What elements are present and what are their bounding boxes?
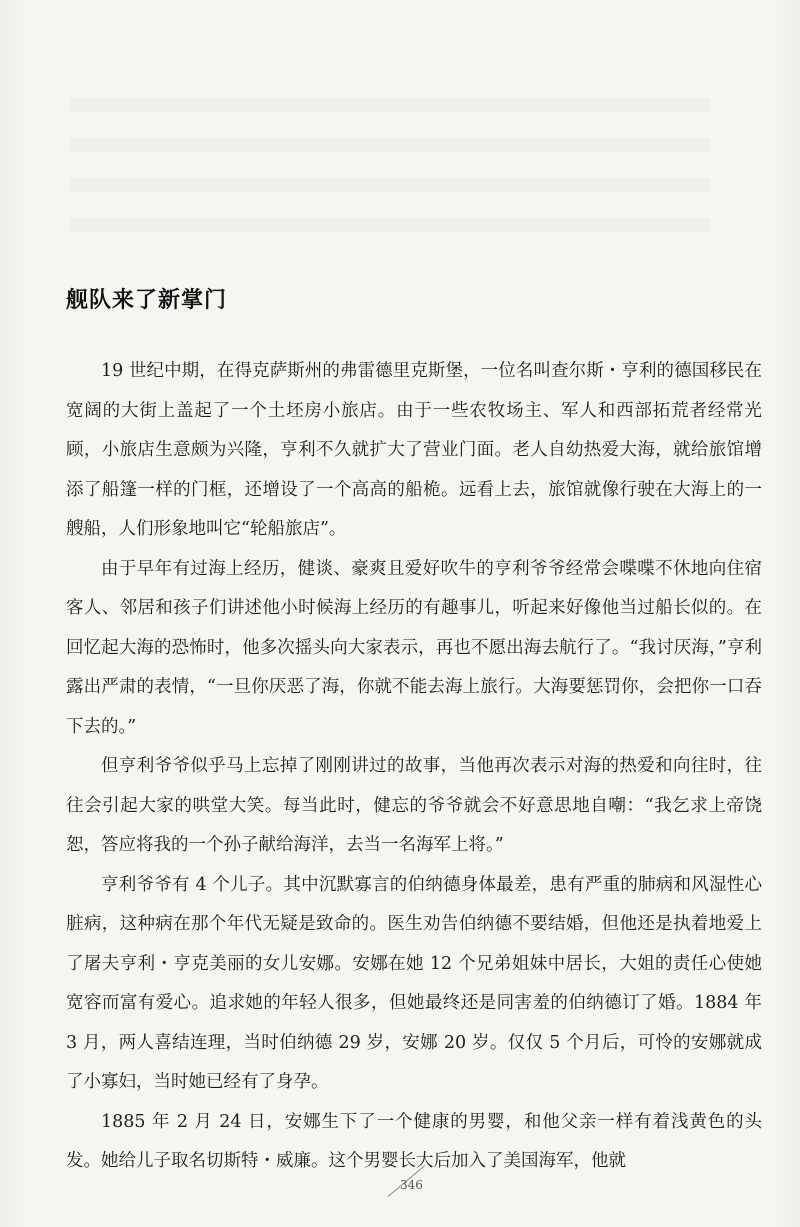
paragraph: 由于早年有过海上经历，健谈、豪爽且爱好吹牛的亨利爷爷经常会喋喋不休地向住宿客人、邻居和孩子们讲述他小时候海上经历的有趣事儿，听起来好像他当过船长似的。在回忆起大海的恐怖时，他多次摇头向大家表示，再也不愿出海去航行了。“我讨厌海，”亨利露出严肃的表情，“一旦你厌恶了海，你就不能去海上旅行。大海要惩罚你，会把你一口吞下去的。” xyxy=(66,558,762,737)
paragraph: 19 世纪中期，在得克萨斯州的弗雷德里克斯堡，一位名叫查尔斯・亨利的德国移民在宽阔的大街上盖起了一个土坯房小旅店。由于一些农牧场主、军人和西部拓荒者经常光顾，小旅店生意颇为兴隆，亨利不久就扩大了营业门面。老人自幼热爱大海，就给旅馆增添了船篷一样的门框，还增设了一个高高的船桅。远看上去，旅馆就像行驶在大海上的一艘船，人们形象地叫它“轮船旅店”。 xyxy=(66,361,762,539)
paragraph: 但亨利爷爷似乎马上忘掉了刚刚讲过的故事，当他再次表示对海的热爱和向往时，往往会引起大家的哄堂大笑。每当此时，健忘的爷爷就会不好意思地自嘲：“我乞求上帝饶恕，答应将我的一个孙子献给海洋，去当一名海军上将。” xyxy=(66,756,762,855)
paragraph: 亨利爷爷有 4 个儿子。其中沉默寡言的伯纳德身体最差，患有严重的肺病和风湿性心脏病，这种病在那个年代无疑是致命的。医生劝告伯纳德不要结婚，但他还是执着地爱上了屠夫亨利・亨克美丽的女儿安娜。安娜在她 12 个兄弟姐妹中居长，大姐的责任心使她宽容而富有爱心。追求她的年轻人很多，但她最终还是同害羞的伯纳德订了婚。1884 年 3 月，两人喜结连理，当时伯纳德 29 岁，安娜 20 岁。仅仅 5 个月后，可怜的安娜就成了小寡妇，当时她已经有了身孕。 xyxy=(66,874,762,1092)
bleed-through-line xyxy=(70,98,710,112)
page-number: 346 xyxy=(400,1178,423,1192)
bleed-through-line xyxy=(70,138,710,152)
bleed-through-line xyxy=(70,218,710,232)
paragraph: 1885 年 2 月 24 日，安娜生下了一个健康的男婴，和他父亲一样有着浅黄色的头发。她给儿子取名切斯特・威廉。这个男婴长大后加入了美国海军，他就 xyxy=(66,1111,762,1171)
page-footer xyxy=(378,1160,448,1210)
bleed-through-line xyxy=(70,178,710,192)
chapter-title: 舰队来了新掌门 xyxy=(66,288,228,313)
body-text xyxy=(66,352,762,1182)
